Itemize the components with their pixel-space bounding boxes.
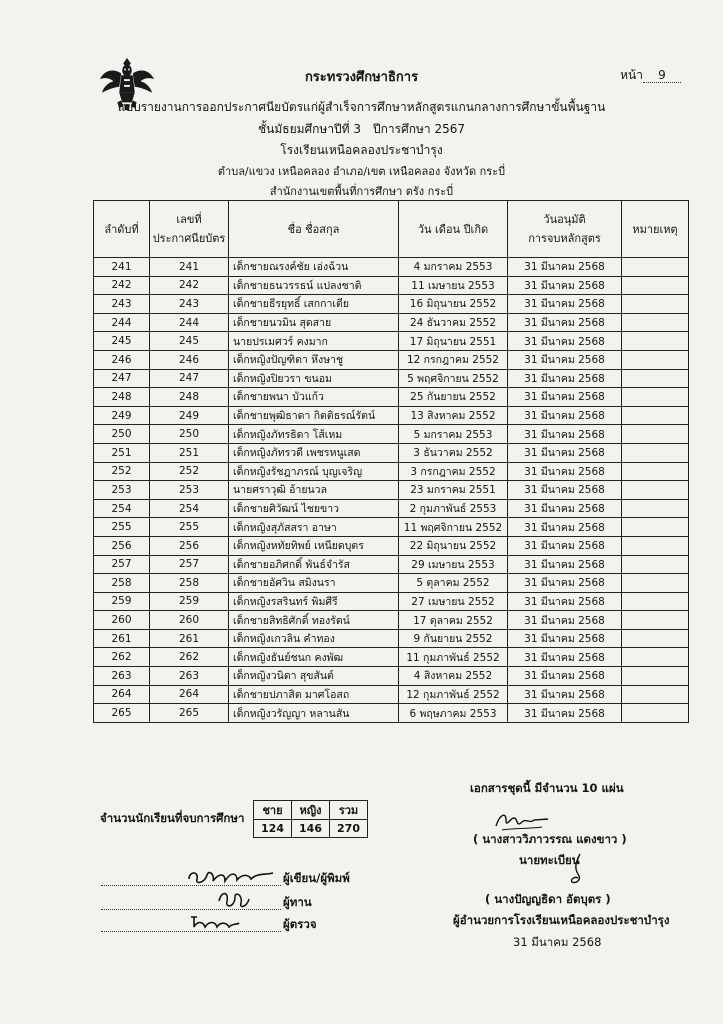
cell-remark xyxy=(622,629,689,648)
cell-remark xyxy=(622,276,689,295)
table-row xyxy=(94,313,689,332)
cell-seq: 241 xyxy=(94,258,150,277)
cell-name: เด็กชายอัศวิน สมิงนรา xyxy=(229,574,399,593)
cell-birth-date: 25 กันยายน 2552 xyxy=(399,388,508,407)
cell-approval-date: 31 มีนาคม 2568 xyxy=(508,499,622,518)
cell-remark xyxy=(622,332,689,351)
cell-cert-no: 243 xyxy=(150,295,229,314)
table-row xyxy=(94,258,689,277)
reviewer-signature xyxy=(187,913,241,933)
cell-remark xyxy=(622,592,689,611)
table-body xyxy=(94,258,689,723)
checker-signature xyxy=(213,887,253,911)
cell-seq: 245 xyxy=(94,332,150,351)
table-row xyxy=(94,667,689,686)
cell-name: เด็กชายศิวัฒน์ ไชยขาว xyxy=(229,499,399,518)
cell-approval-date: 31 มีนาคม 2568 xyxy=(508,258,622,277)
cell-cert-no: 254 xyxy=(150,499,229,518)
cell-cert-no: 246 xyxy=(150,350,229,369)
writer-role: ผู้เขียน/ผู้พิมพ์ xyxy=(283,871,350,885)
cell-cert-no: 241 xyxy=(150,258,229,277)
cell-approval-date: 31 มีนาคม 2568 xyxy=(508,518,622,537)
table-row xyxy=(94,518,689,537)
cell-name: เด็กชายธีรยุทธิ์ เสกกาเตีย xyxy=(229,295,399,314)
cell-approval-date: 31 มีนาคม 2568 xyxy=(508,481,622,500)
cell-birth-date: 11 เมษายน 2553 xyxy=(399,276,508,295)
cell-cert-no: 242 xyxy=(150,276,229,295)
cell-birth-date: 22 มิถุนายน 2552 xyxy=(399,536,508,555)
cell-remark xyxy=(622,350,689,369)
col-header-approval: วันอนุมัติ การจบหลักสูตร xyxy=(508,201,622,258)
reviewer-signature-line xyxy=(101,914,401,936)
cell-approval-date: 31 มีนาคม 2568 xyxy=(508,406,622,425)
cell-birth-date: 27 เมษายน 2552 xyxy=(399,592,508,611)
cell-cert-no: 250 xyxy=(150,425,229,444)
cell-name: เด็กชายพุฒิธาดา กิตติธรณ์รัตน์ xyxy=(229,406,399,425)
cell-seq: 252 xyxy=(94,462,150,481)
cell-remark xyxy=(622,667,689,686)
cell-approval-date: 31 มีนาคม 2568 xyxy=(508,704,622,723)
totals-header-row xyxy=(254,801,368,820)
table-row xyxy=(94,685,689,704)
table-row xyxy=(94,611,689,630)
col-header-remark: หมายเหตุ xyxy=(622,201,689,258)
table-row xyxy=(94,536,689,555)
table-row xyxy=(94,574,689,593)
totals-header-male: ชาย xyxy=(254,801,292,820)
page-number-value: 9 xyxy=(643,68,681,83)
cell-seq: 253 xyxy=(94,481,150,500)
cell-cert-no: 248 xyxy=(150,388,229,407)
cell-cert-no: 263 xyxy=(150,667,229,686)
cell-name: เด็กหญิงภัทรธิดา โส้เหม xyxy=(229,425,399,444)
cell-seq: 260 xyxy=(94,611,150,630)
table-row xyxy=(94,555,689,574)
cell-name: เด็กชายนวมิน สุดสาย xyxy=(229,313,399,332)
cell-name: เด็กชายปภาสิต มาศโอสถ xyxy=(229,685,399,704)
cell-remark xyxy=(622,295,689,314)
table-row xyxy=(94,425,689,444)
table-row xyxy=(94,592,689,611)
cell-cert-no: 259 xyxy=(150,592,229,611)
cell-birth-date: 11 กุมภาพันธ์ 2552 xyxy=(399,648,508,667)
cell-seq: 242 xyxy=(94,276,150,295)
table-row xyxy=(94,499,689,518)
cell-approval-date: 31 มีนาคม 2568 xyxy=(508,555,622,574)
cell-seq: 246 xyxy=(94,350,150,369)
cell-birth-date: 13 สิงหาคม 2552 xyxy=(399,406,508,425)
cell-birth-date: 24 ธันวาคม 2552 xyxy=(399,313,508,332)
cell-remark xyxy=(622,443,689,462)
cell-remark xyxy=(622,555,689,574)
cell-seq: 254 xyxy=(94,499,150,518)
cell-birth-date: 5 ตุลาคม 2552 xyxy=(399,574,508,593)
table-row xyxy=(94,481,689,500)
totals-female: 146 xyxy=(292,820,330,838)
cell-name: นายศราวุฒิ อ้ายนวล xyxy=(229,481,399,500)
table-row xyxy=(94,276,689,295)
graduate-table xyxy=(93,200,689,723)
cell-birth-date: 11 พฤศจิกายน 2552 xyxy=(399,518,508,537)
ministry-title: กระทรวงศึกษาธิการ xyxy=(304,70,419,85)
cell-seq: 248 xyxy=(94,388,150,407)
cell-approval-date: 31 มีนาคม 2568 xyxy=(508,462,622,481)
page-label: หน้า xyxy=(620,68,643,82)
cell-name: เด็กหญิงภัทรวดี เพชรหนูเสด xyxy=(229,443,399,462)
cell-name: นายปรเมศวร์ คงมาก xyxy=(229,332,399,351)
table-row xyxy=(94,704,689,723)
cell-cert-no: 252 xyxy=(150,462,229,481)
cell-seq: 259 xyxy=(94,592,150,611)
cell-birth-date: 29 เมษายน 2553 xyxy=(399,555,508,574)
col-header-cert-no: เลขที่ ประกาศนียบัตร xyxy=(150,201,229,258)
cell-seq: 255 xyxy=(94,518,150,537)
cell-birth-date: 4 สิงหาคม 2552 xyxy=(399,667,508,686)
table-row xyxy=(94,629,689,648)
cell-remark xyxy=(622,518,689,537)
writer-signature xyxy=(185,867,277,887)
cell-seq: 264 xyxy=(94,685,150,704)
cell-seq: 263 xyxy=(94,667,150,686)
cell-approval-date: 31 มีนาคม 2568 xyxy=(508,536,622,555)
cell-seq: 261 xyxy=(94,629,150,648)
cell-name: เด็กชายธนวรรธน์ แปลงชาติ xyxy=(229,276,399,295)
cell-remark xyxy=(622,611,689,630)
cell-approval-date: 31 มีนาคม 2568 xyxy=(508,611,622,630)
cell-seq: 262 xyxy=(94,648,150,667)
cell-cert-no: 255 xyxy=(150,518,229,537)
cell-approval-date: 31 มีนาคม 2568 xyxy=(508,388,622,407)
col-header-seq: ลำดับที่ xyxy=(94,201,150,258)
cell-approval-date: 31 มีนาคม 2568 xyxy=(508,574,622,593)
table-row xyxy=(94,443,689,462)
cell-birth-date: 3 กรกฎาคม 2552 xyxy=(399,462,508,481)
col-header-birth: วัน เดือน ปีเกิด xyxy=(399,201,508,258)
table-row xyxy=(94,295,689,314)
director-signature xyxy=(566,852,592,888)
cell-name: เด็กหญิงวรัญญา หลานสัน xyxy=(229,704,399,723)
cell-approval-date: 31 มีนาคม 2568 xyxy=(508,667,622,686)
cell-name: เด็กชายณรงค์ชัย เอ่งฉ้วน xyxy=(229,258,399,277)
cell-seq: 249 xyxy=(94,406,150,425)
cell-seq: 250 xyxy=(94,425,150,444)
cell-seq: 265 xyxy=(94,704,150,723)
cell-approval-date: 31 มีนาคม 2568 xyxy=(508,592,622,611)
education-level: ชั้นมัธยมศึกษาปีที่ 3 xyxy=(258,122,362,136)
cell-approval-date: 31 มีนาคม 2568 xyxy=(508,350,622,369)
cell-cert-no: 251 xyxy=(150,443,229,462)
table-row xyxy=(94,406,689,425)
report-title: แบบรายงานการออกประกาศนียบัตรแก่ผู้สำเร็จการศึกษาหลักสูตรแกนกลางการศึกษาขั้นพื้นฐาน xyxy=(117,100,606,114)
totals-value-row xyxy=(254,820,368,838)
totals-header-female: หญิง xyxy=(292,801,330,820)
cell-birth-date: 9 กันยายน 2552 xyxy=(399,629,508,648)
school-name: โรงเรียนเหนือคลองประชาบำรุง xyxy=(280,143,443,157)
cell-birth-date: 23 มกราคม 2551 xyxy=(399,481,508,500)
cell-cert-no: 245 xyxy=(150,332,229,351)
education-office: สำนักงานเขตพื้นที่การศึกษา ตรัง กระบี่ xyxy=(269,185,454,198)
cell-cert-no: 260 xyxy=(150,611,229,630)
cell-remark xyxy=(622,481,689,500)
cell-remark xyxy=(622,704,689,723)
cell-cert-no: 264 xyxy=(150,685,229,704)
cell-remark xyxy=(622,499,689,518)
cell-seq: 244 xyxy=(94,313,150,332)
cell-seq: 247 xyxy=(94,369,150,388)
cell-remark xyxy=(622,685,689,704)
cell-remark xyxy=(622,369,689,388)
cell-cert-no: 257 xyxy=(150,555,229,574)
cell-birth-date: 5 พฤศจิกายน 2552 xyxy=(399,369,508,388)
table-row xyxy=(94,332,689,351)
director-name: ( นางปัญญธิดา อัตบุตร ) xyxy=(485,892,611,906)
cell-name: เด็กหญิงปัญฑิตา หึงษาชู xyxy=(229,350,399,369)
cell-birth-date: 6 พฤษภาคม 2553 xyxy=(399,704,508,723)
cell-cert-no: 262 xyxy=(150,648,229,667)
cell-cert-no: 247 xyxy=(150,369,229,388)
cell-remark xyxy=(622,648,689,667)
cell-birth-date: 12 กุมภาพันธ์ 2552 xyxy=(399,685,508,704)
col-header-name: ชื่อ ชื่อสกุล xyxy=(229,201,399,258)
cell-name: เด็กชายอภิศกดิ์ พันธ์จำรัส xyxy=(229,555,399,574)
registrar-role: นายทะเบียน xyxy=(519,853,580,867)
cell-name: เด็กหญิงสุภัสสรา อาษา xyxy=(229,518,399,537)
cell-name: เด็กหญิงรัชฎาภรณ์ บุญเจริญ xyxy=(229,462,399,481)
table-row xyxy=(94,388,689,407)
cell-remark xyxy=(622,425,689,444)
table-row xyxy=(94,462,689,481)
cell-remark xyxy=(622,462,689,481)
cell-birth-date: 4 มกราคม 2553 xyxy=(399,258,508,277)
cell-birth-date: 5 มกราคม 2553 xyxy=(399,425,508,444)
totals-header-total: รวม xyxy=(330,801,368,820)
cell-cert-no: 249 xyxy=(150,406,229,425)
cell-name: เด็กหญิงธันย์ชนก คงพัฒ xyxy=(229,648,399,667)
cell-birth-date: 16 มิถุนายน 2552 xyxy=(399,295,508,314)
cell-seq: 251 xyxy=(94,443,150,462)
cell-approval-date: 31 มีนาคม 2568 xyxy=(508,276,622,295)
cell-approval-date: 31 มีนาคม 2568 xyxy=(508,443,622,462)
table-header-row xyxy=(94,201,689,258)
cell-seq: 243 xyxy=(94,295,150,314)
cell-name: เด็กหญิงรสรินทร์ พิมศีรี xyxy=(229,592,399,611)
level-year-line xyxy=(0,120,723,139)
totals-total: 270 xyxy=(330,820,368,838)
page-number xyxy=(620,66,681,85)
table-row xyxy=(94,648,689,667)
table-row xyxy=(94,369,689,388)
cell-cert-no: 256 xyxy=(150,536,229,555)
cell-birth-date: 17 มิถุนายน 2551 xyxy=(399,332,508,351)
totals-male: 124 xyxy=(254,820,292,838)
cell-name: เด็กชายพนา บัวแก้ว xyxy=(229,388,399,407)
cell-remark xyxy=(622,388,689,407)
cell-approval-date: 31 มีนาคม 2568 xyxy=(508,648,622,667)
cell-birth-date: 12 กรกฎาคม 2552 xyxy=(399,350,508,369)
cell-approval-date: 31 มีนาคม 2568 xyxy=(508,685,622,704)
cell-remark xyxy=(622,406,689,425)
academic-year: ปีการศึกษา 2567 xyxy=(373,122,465,136)
reviewer-role: ผู้ตรวจ xyxy=(283,917,317,931)
cell-name: เด็กหญิงหทัยทิพย์ เหนียดบุตร xyxy=(229,536,399,555)
graduates-label: จำนวนนักเรียนที่จบการศึกษา xyxy=(100,811,245,825)
checker-signature-line xyxy=(101,892,401,914)
signing-date: 31 มีนาคม 2568 xyxy=(513,935,602,949)
cell-approval-date: 31 มีนาคม 2568 xyxy=(508,425,622,444)
cell-seq: 256 xyxy=(94,536,150,555)
checker-role: ผู้ทาน xyxy=(283,895,312,909)
cell-remark xyxy=(622,536,689,555)
cell-birth-date: 2 กุมภาพันธ์ 2553 xyxy=(399,499,508,518)
cell-name: เด็กหญิงเกวลิน คำทอง xyxy=(229,629,399,648)
cell-name: เด็กหญิงวนิดา สุขสันต์ xyxy=(229,667,399,686)
document-count: เอกสารชุดนี้ มีจำนวน 10 แผ่น xyxy=(470,781,624,795)
registrar-name: ( นางสาววิภาวรรณ แดงขาว ) xyxy=(473,832,627,846)
cell-cert-no: 261 xyxy=(150,629,229,648)
cell-approval-date: 31 มีนาคม 2568 xyxy=(508,369,622,388)
cell-approval-date: 31 มีนาคม 2568 xyxy=(508,629,622,648)
cell-approval-date: 31 มีนาคม 2568 xyxy=(508,313,622,332)
cell-cert-no: 258 xyxy=(150,574,229,593)
table-row xyxy=(94,350,689,369)
cell-remark xyxy=(622,574,689,593)
school-address: ตำบล/แขวง เหนือคลอง อำเภอ/เขต เหนือคลอง จังหวัด กระบี่ xyxy=(217,165,506,178)
cell-birth-date: 17 ตุลาคม 2552 xyxy=(399,611,508,630)
director-role: ผู้อำนวยการโรงเรียนเหนือคลองประชาบำรุง xyxy=(453,913,670,927)
cell-remark xyxy=(622,258,689,277)
cell-cert-no: 265 xyxy=(150,704,229,723)
cell-approval-date: 31 มีนาคม 2568 xyxy=(508,295,622,314)
cell-birth-date: 3 ธันวาคม 2552 xyxy=(399,443,508,462)
totals-table xyxy=(253,800,368,838)
cell-approval-date: 31 มีนาคม 2568 xyxy=(508,332,622,351)
cell-cert-no: 253 xyxy=(150,481,229,500)
cell-remark xyxy=(622,313,689,332)
cell-cert-no: 244 xyxy=(150,313,229,332)
cell-seq: 257 xyxy=(94,555,150,574)
cell-seq: 258 xyxy=(94,574,150,593)
cell-name: เด็กชายสิทธิศักดิ์ ทองรัตน์ xyxy=(229,611,399,630)
cell-name: เด็กหญิงปิยวรา ขนอม xyxy=(229,369,399,388)
